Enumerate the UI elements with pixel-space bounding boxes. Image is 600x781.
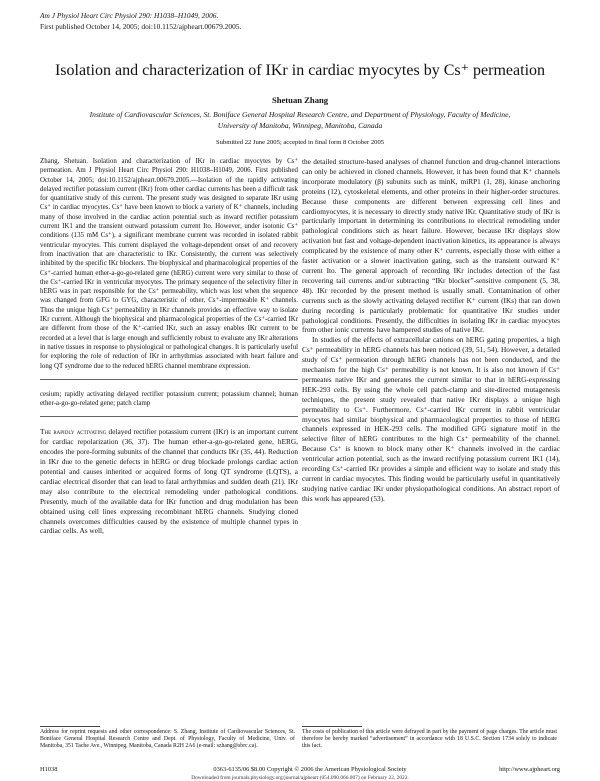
left-column: [40, 157, 298, 536]
body-paragraph-1: the detailed structure-based analyses of channel function and drug-channel interactions can only be achieved in cloned channels. However, it has been found that K⁺ channels incorporate modulatory (β) subunits such as minK, miRP1 (1, 28), kinase anchoring proteins (12), cytoskeletal elements, and other proteins in their higher-order structures. Because these components are different between expressing cell lines and cardiomyocytes, it is necessary to directly study native IKr. Quantitative study of IKr is particularly important in determining its contributions to electrical remodeling under pathological conditions such as heart failure. However, because IKr displays slow activation but fast and voltage-dependent inactivation kinetics, its appearance is always complicated by the existence of many other K⁺ currents, especially those with either a faster activation or a slower inactivation gating, such as the transient outward K⁺ current Ito. The general approach of recording IKr includes detection of the fast recovering tail currents and/or subtracting “IKr blocker”-sensitive component (5, 38, 48). IKr recorded by the present method is usually small. Contamination of other currents such as the slowly activating delayed rectifier K⁺ current (IKs) that ran down during recording is particularly problematic for quantitative IKr studies under pathological conditions. Presently, the difficulties in isolating IKr in cardiac myocytes from other ionic currents have hampered studies of native IKr.: [302, 157, 560, 335]
intro-lead-in: The rapidly activating: [40, 427, 107, 437]
author-affiliation: Institute of Cardiovascular Sciences, St. Boniface General Hospital Research Centre, and Department of Physiology, Faculty of Medicine, University of Manitoba, Winnipeg, Manitoba, Canada: [89, 110, 511, 130]
right-column: [302, 157, 560, 504]
footnote-rule-left: [40, 726, 100, 727]
journal-url-link[interactable]: http://www.ajpheart.org: [499, 766, 560, 773]
abstract-divider: [40, 379, 298, 380]
page-number: H1038: [40, 766, 58, 773]
first-published-line: First published October 14, 2005; doi:10.1152/ajpheart.00679.2005.: [40, 22, 242, 31]
intro-body: delayed rectifier potassium current (IKr) is an important current for cardiac repolarization (36, 37). The human ether-a-go-go-related gene, hERG, encodes the pore-forming subunits of the channel that conducts IKr (35, 44). Reduction in IKr due to the genetic defects in hERG or drug blockade prolongs cardiac action potential and causes inherited or acquired forms of long QT syndrome (LQTS), a cardiac electrical disorder that can lead to fatal arrhythmias and sudden death (21). IKr may also contribute to the electrical remodeling under pathological conditions. Presently, much of the available data for IKr function and drug modulation has been obtained using cell lines expressing recombinant hERG channels. Studying cloned channels overcomes difficulties caused by the existence of multiple channel types in cardiac cells. As well,: [40, 427, 298, 536]
citation-line: Am J Physiol Heart Circ Physiol 290: H1038–H1049, 2006.: [40, 11, 219, 20]
keywords: cesium; rapidly activating delayed rectifier potassium current; potassium channel; human ether-a-go-go-related gene; patch clamp: [40, 390, 298, 408]
body-paragraph-2: In studies of the effects of extracellular cations on hERG gating properties, a high Cs⁺ permeability in hERG channels has been noticed (39, 51, 54). However, a detailed study of Cs⁺ permeation through hERG channels has not been conducted, and the mechanism for the high Cs⁺ permeability is not known. It is also not known if Cs⁺ permeates native IKr and generates the current similar to that in hERG-expressing HEK-293 cells. By using the whole cell patch-clamp and site-directed mutagenesis techniques, the present study revealed that native IKr displays a unique high permeability to Cs⁺. Furthermore, Cs⁺-carried IKr current in rabbit ventricular myocytes had similar biophysical and pharmacological properties to those of hERG channels expressed in HEK-293 cells. The modified GFG signature motif in the selective filter of hERG contributes to the high Cs⁺ permeability of the channel. Because Cs⁺ is known to block many other K⁺ channels involved in the cardiac ventricular action potential, such as the inward rectifying potassium current IK1 (14), recording Cs⁺-carried IKr provides a simple and efficient way to isolate and study this current in cardiac myocytes. This finding would be particularly useful in quantitatively studying native cardiac IKr under physiopathological conditions. An abstract report of this work has appeared (53).: [302, 335, 560, 503]
abstract: Zhang, Shetuan. Isolation and characterization of IKr in cardiac myocytes by Cs⁺ permeation. Am J Physiol Heart Circ Physiol 290: H1038–H1049, 2006. First published October 14, 2005; doi:10.1152/ajpheart.00679.2005.—Isolation of the rapidly activating delayed rectifier potassium current (IKr) from other cardiac currents has been a difficult task for quantitative study of this current. The present study was designed to separate IKr using Cs⁺ in cardiac myocytes. Cs⁺ have been known to block a variety of K⁺ channels, including many of those involved in the cardiac action potential such as inward rectifier potassium current IK1 and the transient outward potassium current Ito. However, under isotonic Cs⁺ conditions (135 mM Cs⁺), a significant membrane current was recorded in isolated rabbit ventricular myocytes. This current displayed the voltage-dependent onset of and recovery from inactivation that are characteristic to IKr. Consistently, the current was selectively inhibited by the specific IKr blockers. The biophysical and pharmacological properties of the Cs⁺-carried human ether-a-go-go-related gene (hERG) current were very similar to those of the Cs⁺-carried IKr in ventricular myocytes. The primary sequence of the selectivity filter in hERG was in part responsible for the Cs⁺ permeability, which was lost when the sequence was changed from GFG to GYG, characteristic of other, Cs⁺-impermeable K⁺ channels. Thus the unique high Cs⁺ permeability in IKr channels provides an effective way to isolate IKr current. Although the biophysical and pharmacological properties of the Cs⁺-carried IKr are different from those of the K⁺-carried IKr, such an assay enables IKr current to be recorded at a level that is large enough and sufficiently robust to evaluate any IKr alterations in native tissues in response to physiological or pathological changes. It is particularly useful for exploring the role of reduction of IKr in arrhythmias associated with heart failure and long QT syndrome due to the reduced hERG channel membrane expression.: [40, 158, 298, 370]
submission-dates: Submitted 22 June 2005; accepted in final form 8 October 2005: [215, 139, 385, 146]
journal-header: [40, 10, 560, 32]
introduction-paragraph: [40, 427, 298, 536]
article-title: Isolation and characterization of IKr in cardiac myocytes by Cs⁺ permeation: [54, 62, 546, 79]
page-charges-footnote: The costs of publication of this article were defrayed in part by the payment of page charges. The article must therefore be hereby marked “advertisement” in accordance with 18 U.S.C. Section 1734 solely to indicate this fact.: [302, 729, 557, 750]
author-name: Shetuan Zhang: [271, 95, 329, 105]
download-notice: Downloaded from journals.physiology.org/journal/ajpheart (054.090.066.007) on February 22, 2022.: [191, 775, 409, 781]
footnote-rule-right: [302, 726, 362, 727]
keywords-divider: [40, 416, 298, 417]
copyright-line: 0363-6135/06 $8.00 Copyright © 2006 the American Physiological Society: [213, 766, 407, 773]
correspondence-footnote: Address for reprint requests and other correspondence: S. Zhang, Institute of Cardiovascular Sciences, St. Boniface General Hospital Research Centre and Dept. of Physiology, Faculty of Medicine, Univ. of Manitoba, 351 Tache Ave., Winnipeg, Manitoba, Canada R2H 2A6 (e-mail: szhang@sbrc.ca).: [40, 729, 295, 750]
